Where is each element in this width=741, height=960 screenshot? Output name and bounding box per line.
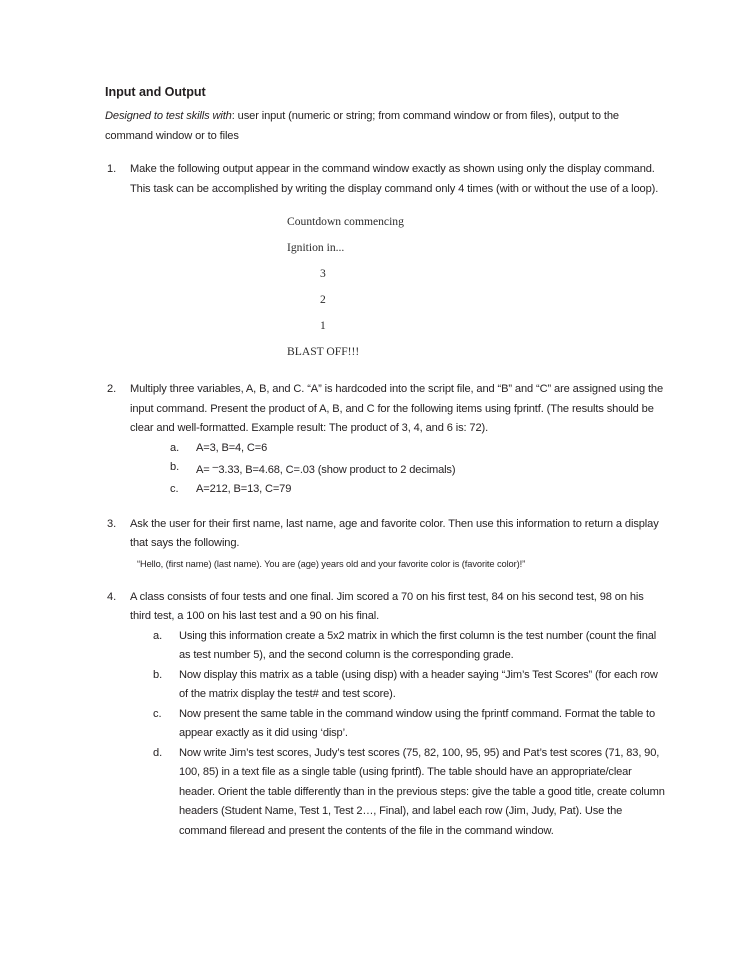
intro-lead: Designed to test skills with xyxy=(105,110,232,122)
subquestion-text: Now present the same table in the command window using the fprintf command. Format the table to appear exactly as it did using ‘disp’. xyxy=(179,707,655,740)
subquestion-item-4d xyxy=(153,744,665,842)
question-item-1 xyxy=(105,160,665,365)
subquestion-text: Using this information create a 5x2 matrix in which the first column is the test number (count the final as test number 5), and the second column is the corresponding grade. xyxy=(179,629,657,662)
subquestion-marker: c. xyxy=(153,707,162,720)
subquestion-text: A=212, B=13, C=79 xyxy=(196,483,292,496)
question-marker: 4. xyxy=(107,590,117,603)
subquestion-marker: b. xyxy=(153,668,163,681)
subquestion-list xyxy=(130,627,665,842)
subquestion-marker: d. xyxy=(153,746,163,759)
question-list xyxy=(105,160,665,841)
subquestion-item-4a xyxy=(153,627,665,666)
question-item-4 xyxy=(105,588,665,842)
subquestion-marker: b. xyxy=(170,461,180,473)
console-line: 1 xyxy=(320,319,326,332)
minus-sign: – xyxy=(212,461,219,473)
question-text: Make the following output appear in the command window exactly as shown using only the display command. This task can be accomplished by writing the display command only 4 times (with or without the use of a loop). xyxy=(130,163,659,195)
value-suffix: 3.33, B=4.68, C=.03 (show product to 2 decimals) xyxy=(218,463,456,476)
intro-paragraph xyxy=(105,107,650,146)
console-line: BLAST OFF!!! xyxy=(287,345,360,358)
question-text: Ask the user for their first name, last name, age and favorite color. Then use this information to return a display that says the following. xyxy=(130,517,659,550)
subquestion-marker: c. xyxy=(170,483,179,496)
question-text: A class consists of four tests and one final. Jim scored a 70 on his first test, 84 on his second test, 98 on his third test, a 100 on his last test and a 90 on his final. xyxy=(130,590,644,623)
subquestion-text: Now write Jim’s test scores, Judy’s test scores (75, 82, 100, 95, 95) and Pat’s test scores (71, 83, 90, 100, 85) in a text file as a single table (using fprintf). The table should have an appropriate/clear header. Orient the table differently than in the previous steps: give the table a good title, create column headers (Student Name, Test 1, Test 2…, Final), and label each row (Jim, Judy, Pat). Use the command fileread and present the contents of the file in the command window. xyxy=(179,746,665,837)
question-item-2 xyxy=(105,380,665,500)
question-marker: 3. xyxy=(107,517,117,530)
subquestion-item-4b xyxy=(153,666,665,705)
subquestion-item-2a xyxy=(170,439,665,459)
console-line: 3 xyxy=(320,267,326,280)
console-line: Ignition in... xyxy=(287,241,345,254)
console-line: 2 xyxy=(320,293,326,306)
question-text: Multiply three variables, A, B, and C. “A” is hardcoded into the script file, and “B” and “C” are assigned using the input command. Present the product of A, B, and C for the following items using fprintf. (The results should be clear and well-formatted. Example result: The product of 3, 4, and 6 is: 72). xyxy=(130,383,664,434)
question-marker: 2. xyxy=(107,383,117,395)
subquestion-text: Now display this matrix as a table (using disp) with a header saying “Jim’s Test Scores” (for each row of the matrix display the test# and test score). xyxy=(179,668,658,701)
intro-rest: : user input (numeric or string; from command window or from files), output to the command window or to files xyxy=(105,110,619,142)
subquestion-item-4c xyxy=(153,705,665,744)
countdown-output-block xyxy=(130,209,665,365)
subquestion-marker: a. xyxy=(170,441,180,454)
subquestion-text xyxy=(196,458,665,480)
console-line: Countdown commencing xyxy=(287,215,404,228)
page-title: Input and Output xyxy=(105,85,206,99)
subquestion-list xyxy=(130,439,665,500)
subquestion-item-2c xyxy=(170,480,665,500)
question-marker: 1. xyxy=(107,163,117,175)
question-item-3 xyxy=(105,515,665,573)
document-content xyxy=(105,84,665,841)
example-display-quote: “Hello, (first name) (last name). You are (age) years old and your favorite color is (favorite color)!” xyxy=(137,558,526,569)
subquestion-marker: a. xyxy=(153,629,163,642)
subquestion-text: A=3, B=4, C=6 xyxy=(196,441,268,454)
value-prefix: A= xyxy=(196,463,213,476)
subquestion-item-2b xyxy=(170,458,665,480)
